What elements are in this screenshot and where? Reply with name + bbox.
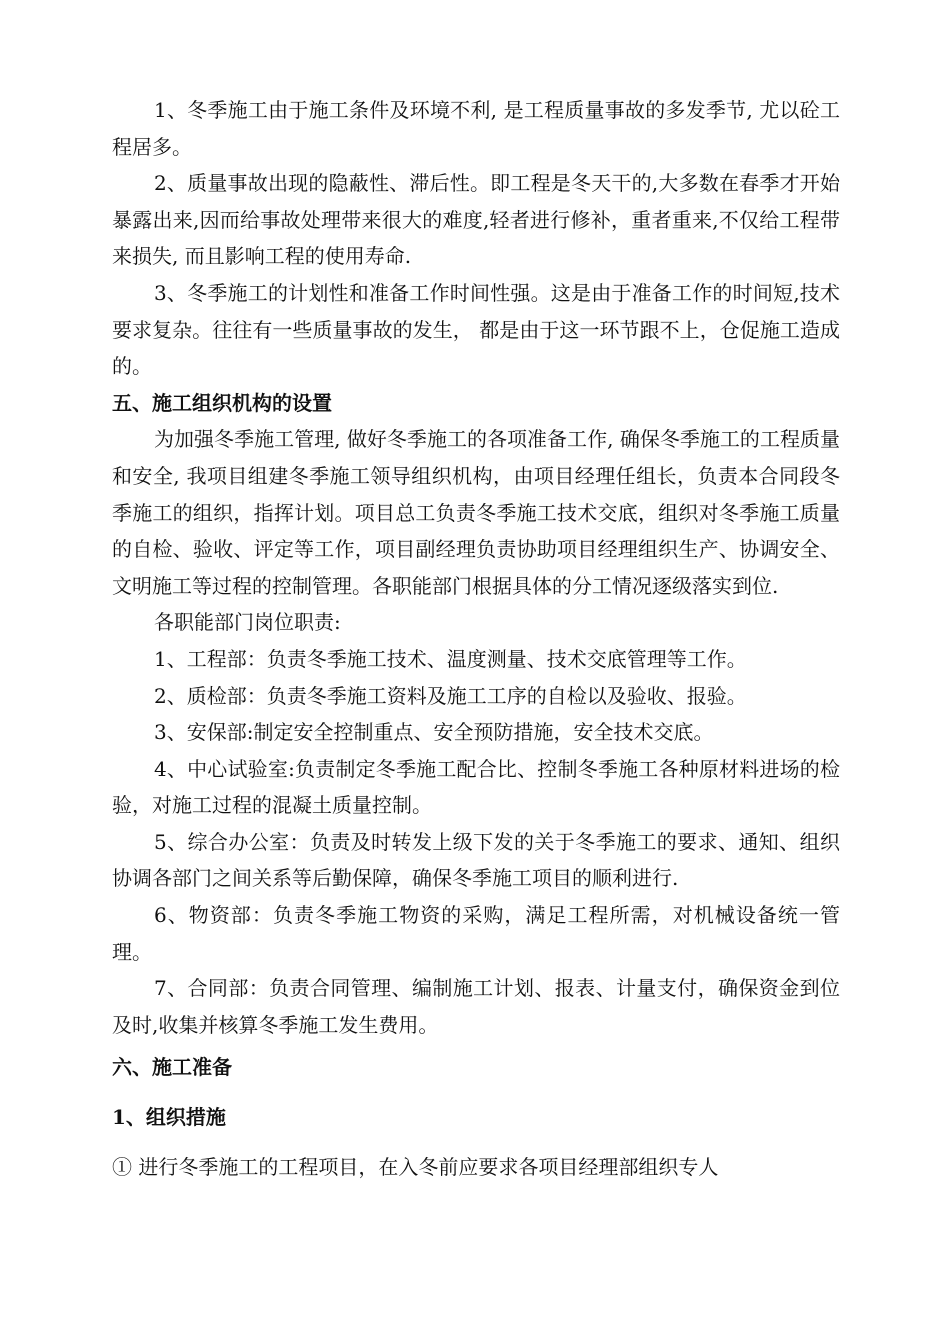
duty-item-quality: 2、质检部：负责冬季施工资料及施工工序的自检以及验收、报验。 (154, 683, 747, 708)
paragraph-feature-2: 2、质量事故出现的隐蔽性、滞后性。即工程是冬天干的,大多数在春季才开始暴露出来,因而给事故处理带来很大的难度,轻者进行修补，重者重来,不仅给工程带来损失, 而且影响工程的使用寿命. (112, 171, 840, 269)
paragraph-feature-3: 3、冬季施工的计划性和准备工作时间性强。这是由于准备工作的时间短,技术要求复杂。往往有一些质量事故的发生， 都是由于这一环节跟不上，仓促施工造成的。 (112, 280, 840, 379)
paragraph-feature-1: 1、冬季施工由于施工条件及环境不利, 是工程质量事故的多发季节, 尤以砼工程居多。 (112, 98, 840, 159)
duty-item-lab: 4、中心试验室:负责制定冬季施工配合比、控制冬季施工各种原材料进场的检验，对施工过程的混凝土质量控制。 (112, 756, 840, 818)
document-body (112, 92, 840, 1191)
subsection-organization-heading: 1、组织措施 (112, 1105, 226, 1130)
duty-item-contract: 7、合同部：负责合同管理、编制施工计划、报表、计量支付，确保资金到位及时,收集并核算冬季施工发生费用。 (112, 976, 840, 1037)
duty-item-materials: 6、物资部：负责冬季施工物资的采购，满足工程所需，对机械设备统一管理。 (112, 903, 840, 964)
duty-item-safety: 3、安保部:制定安全控制重点、安全预防措施，安全技术交底。 (154, 720, 714, 745)
section-6-heading: 六、施工准备 (112, 1055, 232, 1080)
section-5-intro: 为加强冬季施工管理, 做好冬季施工的各项准备工作, 确保冬季施工的工程质量和安全, 我项目组建冬季施工领导组织机构，由项目经理任组长，负责本合同段冬季施工的组织，指挥计划。项目总工负责冬季施工技术交底，组织对冬季施工质量的自检、验收、评定等工作，项目副经理负责协助项目经理组织生产、协调安全、文明施工等过程的控制管理。各职能部门根据具体的分工情况逐级落实到位. (112, 427, 840, 598)
organization-item-1: ① 进行冬季施工的工程项目，在入冬前应要求各项目经理部组织专人 (112, 1155, 719, 1180)
duties-label: 各职能部门岗位职责: (154, 610, 341, 635)
duty-item-engineering: 1、工程部：负责冬季施工技术、温度测量、技术交底管理等工作。 (154, 646, 747, 671)
duty-item-office: 5、综合办公室：负责及时转发上级下发的关于冬季施工的要求、通知、组织协调各部门之间关系等后勤保障，确保冬季施工项目的顺利进行. (112, 829, 840, 891)
section-5-heading: 五、施工组织机构的设置 (112, 390, 332, 415)
